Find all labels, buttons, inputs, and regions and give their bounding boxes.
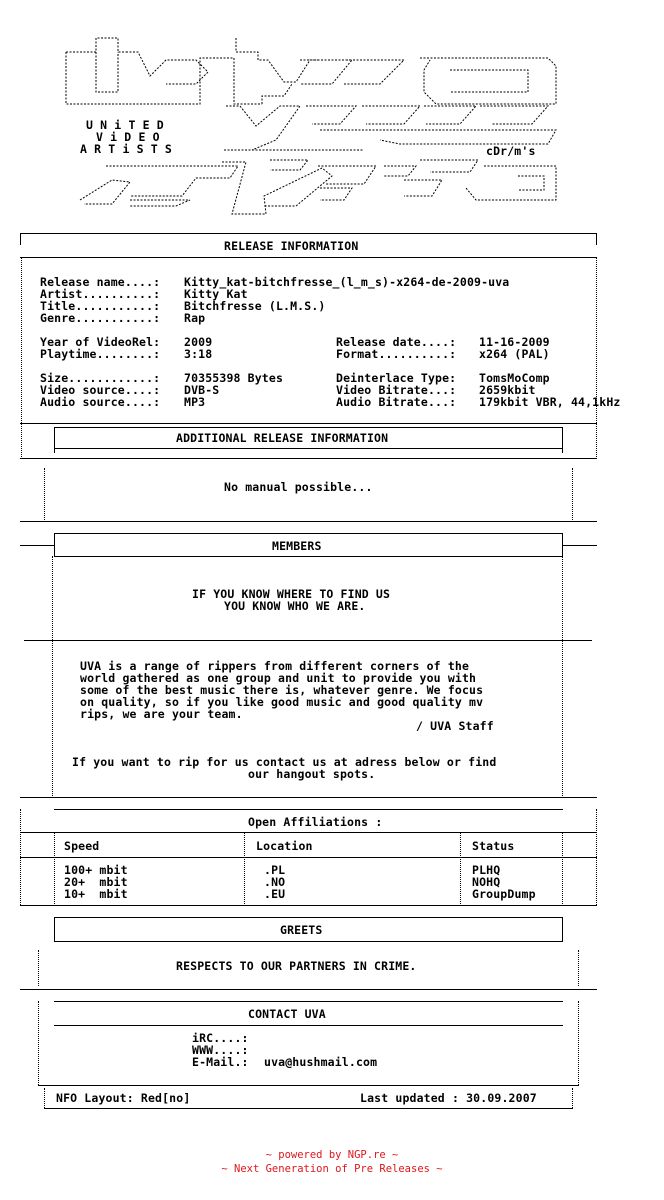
logo-signature: cDr/m's	[486, 144, 536, 158]
genre-label: Genre...........:	[40, 311, 161, 325]
members-signoff: / UVA Staff	[416, 719, 494, 733]
logo-lower-row	[80, 160, 556, 214]
nfo-layout-label: NFO Layout: Red[no]	[56, 1091, 191, 1105]
audio-bitrate-value: 179kbit VBR, 44,1kHz	[479, 395, 621, 409]
genre-value: Rap	[184, 311, 206, 325]
footer-powered-by[interactable]: ~ powered by NGP.re ~	[265, 1149, 399, 1161]
year-value: 2009	[184, 335, 213, 349]
format-value: x264 (PAL)	[479, 347, 550, 361]
row-status: GroupDump	[472, 887, 536, 901]
artist-label: Artist..........:	[40, 287, 161, 301]
members-paragraph-5: rips, we are your team.	[80, 707, 243, 721]
release-name: Kitty_kat-bitchfresse_(l_m_s)-x264-de-2009-uva	[184, 275, 510, 289]
members-contact-line-1: If you want to rip for us contact us at adress below or find	[72, 755, 497, 769]
title-label: Title...........:	[40, 299, 161, 313]
deinterlace-value: TomsMoComp	[479, 371, 550, 385]
logo-united: U N i T E D	[86, 118, 164, 132]
playtime-label: Playtime........:	[40, 347, 161, 361]
members-contact-line-2: our hangout spots.	[248, 767, 376, 781]
release-name-label: Release name....:	[40, 275, 161, 289]
release-info-header: RELEASE INFORMATION	[224, 239, 359, 253]
video-bitrate-label: Video Bitrate...:	[336, 383, 457, 397]
greets-header: GREETS	[280, 923, 323, 937]
playtime-value: 3:18	[184, 347, 213, 361]
audio-bitrate-label: Audio Bitrate...:	[336, 395, 457, 409]
audio-source-label: Audio source....:	[40, 395, 161, 409]
title-value: Bitchfresse (L.M.S.)	[184, 299, 326, 313]
last-updated: Last updated : 30.09.2007	[360, 1091, 537, 1105]
irc-label: iRC....:	[192, 1031, 249, 1045]
members-header: MEMBERS	[272, 539, 322, 553]
video-source-label: Video source....:	[40, 383, 161, 397]
logo-upper-row	[66, 38, 556, 104]
logo-video: V i D E O	[96, 130, 160, 144]
members-paragraph-1: UVA is a range of rippers from different corners of the	[80, 659, 470, 673]
column-status: Status	[472, 839, 515, 853]
members-paragraph-2: world gathered as one group and unit to provide you with	[80, 671, 477, 685]
video-source-value: DVB-S	[184, 383, 220, 397]
row-speed: 100+ mbit	[64, 863, 128, 877]
year-label: Year of VideoRel:	[40, 335, 161, 349]
row-location: .NO	[264, 875, 286, 889]
logo-artists: A R T i S T S	[80, 142, 172, 156]
release-date-label: Release date....:	[336, 335, 457, 349]
members-line-1: IF YOU KNOW WHERE TO FIND US	[192, 587, 391, 601]
row-speed: 20+ mbit	[64, 875, 128, 889]
artist-value: Kitty Kat	[184, 287, 248, 301]
email-label: E-Mail.:	[192, 1055, 249, 1069]
members-paragraph-4: on quality, so if you like good music and good quality mv	[80, 695, 484, 709]
release-date-value: 11-16-2009	[479, 335, 550, 349]
row-status: PLHQ	[472, 863, 501, 877]
www-label: WWW....:	[192, 1043, 249, 1057]
audio-source-value: MP3	[184, 395, 206, 409]
row-speed: 10+ mbit	[64, 887, 128, 901]
additional-info-header: ADDITIONAL RELEASE INFORMATION	[176, 431, 389, 445]
additional-info-text: No manual possible...	[224, 480, 373, 494]
size-label: Size............:	[40, 371, 161, 385]
logo	[0, 0, 664, 230]
format-label: Format..........:	[336, 347, 457, 361]
email-value[interactable]: uva@hushmail.com	[264, 1055, 378, 1069]
video-bitrate-value: 2659kbit	[479, 383, 536, 397]
greets-text: RESPECTS TO OUR PARTNERS IN CRIME.	[176, 959, 417, 973]
row-location: .EU	[264, 887, 286, 901]
column-location: Location	[256, 839, 313, 853]
uva-ascii-logo	[0, 0, 664, 230]
footer-tagline: ~ Next Generation of Pre Releases ~	[221, 1163, 443, 1175]
members-line-2: YOU KNOW WHO WE ARE.	[224, 599, 366, 613]
row-location: .PL	[264, 863, 286, 877]
column-speed: Speed	[64, 839, 100, 853]
deinterlace-label: Deinterlace Type:	[336, 371, 457, 385]
size-value: 70355398 Bytes	[184, 371, 284, 385]
members-paragraph-3: some of the best music there is, whatever genre. We focus	[80, 683, 484, 697]
affiliations-header: Open Affiliations :	[248, 815, 383, 829]
contact-header: CONTACT UVA	[248, 1007, 326, 1021]
row-status: NOHQ	[472, 875, 501, 889]
